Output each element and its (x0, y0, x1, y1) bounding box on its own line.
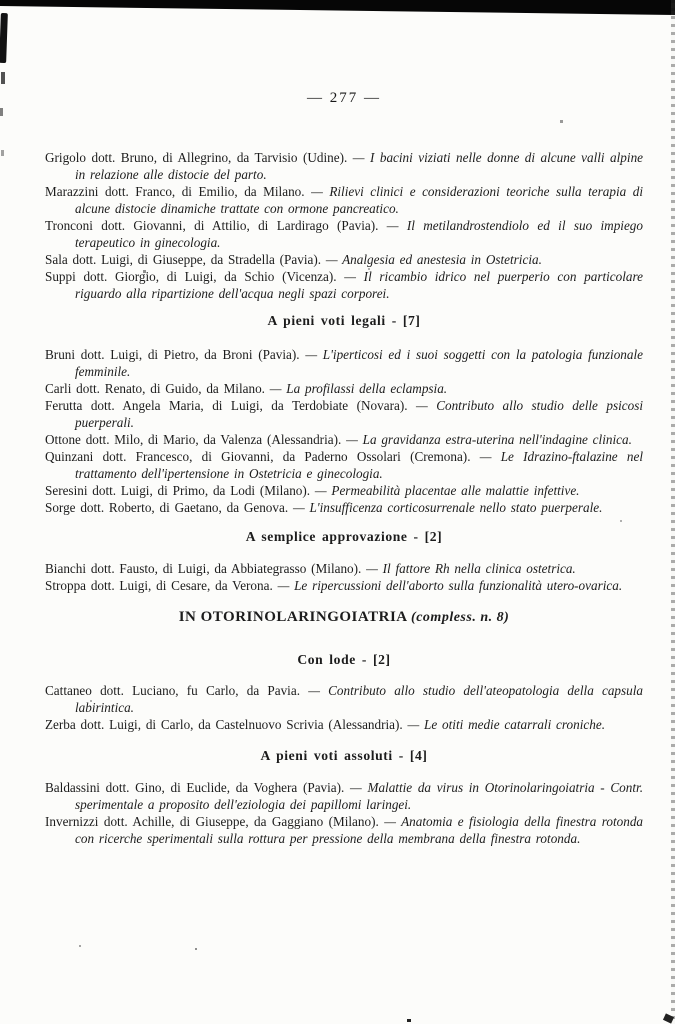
thesis-title: — Analgesia ed anestesia in Ostetricia. (325, 252, 542, 267)
candidate-name: Carli dott. Renato, di Guido, da Milano. (45, 381, 265, 396)
candidate-name: Seresini dott. Luigi, di Primo, da Lodi (Milano). (45, 483, 311, 498)
candidate-name: Sorge dott. Roberto, di Gaetano, da Genova. (45, 500, 289, 515)
thesis-entry (45, 183, 643, 217)
thesis-title: — La profilassi della eclampsia. (269, 381, 448, 396)
thesis-entry (45, 682, 643, 716)
thesis-entry (45, 448, 643, 482)
scan-artifact-speck (79, 945, 81, 947)
thesis-title: — Il fattore Rh nella clinica ostetrica. (366, 561, 576, 576)
thesis-title: — La gravidanza estra-uterina nell'indagine clinica. (346, 432, 632, 447)
thesis-title: — Anatomia e fisiologia della finestra rotonda con ricerche sperimentali sulla rottura per pressione della membrana della finestra rotonda. (75, 814, 644, 846)
thesis-title: — L'insufficenza corticosurrenale nello stato puerperale. (292, 500, 603, 515)
candidate-name: Suppi dott. Giorgio, di Luigi, da Schio (Vicenza). (45, 269, 337, 284)
thesis-entry (45, 482, 643, 499)
thesis-title: — Contributo allo studio dell'ateopatologia della capsula labirintica. (75, 683, 644, 715)
candidate-name: Bianchi dott. Fausto, di Luigi, da Abbiategrasso (Milano). (45, 561, 362, 576)
scan-artifact-speck (0, 108, 3, 116)
scan-artifact-speck (407, 1019, 411, 1022)
thesis-title: — L'iperticosi ed i suoi soggetti con la patologia funzionale femminile. (75, 347, 644, 379)
candidate-name: Marazzini dott. Franco, di Emilio, da Milano. (45, 184, 305, 199)
candidate-name: Ottone dott. Milo, di Mario, da Valenza (Alessandria). (45, 432, 342, 447)
thesis-title: — Rilievi clinici e considerazioni teoriche sulla terapia di alcune distocie dinamiche trattate con ormone pancreatico. (75, 184, 643, 216)
scan-artifact-right-edge (671, 0, 675, 1024)
candidate-name: Sala dott. Luigi, di Giuseppe, da Stradella (Pavia). (45, 252, 322, 267)
section-heading-con-lode: Con lode - [2] (297, 652, 391, 667)
section-heading-semplice-approvazione: A semplice approvazione - [2] (245, 529, 443, 544)
candidate-name: Tronconi dott. Giovanni, di Attilio, di Lardirago (Pavia). (45, 218, 379, 233)
section-con-lode (45, 652, 643, 733)
section-pieni-voti-assoluti (45, 748, 643, 847)
thesis-entry (45, 779, 643, 813)
thesis-title: — Permeabilità placentae alle malattie infettive. (314, 483, 580, 498)
candidate-name: Stroppa dott. Luigi, di Cesare, da Verona. (45, 578, 273, 593)
thesis-entry (45, 251, 643, 268)
section-heading-pieni-voti-assoluti: A pieni voti assoluti - [4] (260, 748, 428, 763)
thesis-entry (45, 346, 643, 380)
thesis-entry (45, 268, 643, 302)
degree-field-count: (compless. n. 8) (411, 610, 510, 625)
candidate-name: Bruni dott. Luigi, di Pietro, da Broni (Pavia). (45, 347, 300, 362)
scan-artifact-left-blob (0, 13, 8, 63)
candidate-name: Quinzani dott. Francesco, di Giovanni, da Paderno Ossolari (Cremona). (45, 449, 471, 464)
page-number: — 277 — (307, 90, 381, 106)
section-pieni-voti-legali (45, 313, 643, 516)
thesis-entry (45, 431, 643, 448)
candidate-name: Zerba dott. Luigi, di Carlo, da Castelnuovo Scrivia (Alessandria). (45, 717, 403, 732)
thesis-title: — Le ripercussioni dell'aborto sulla funzionalità utero-ovarica. (277, 578, 623, 593)
thesis-title: — Le Idrazino-ftalazine nel trattamento dell'ipertensione in Ostetricia e ginecologia. (75, 449, 644, 481)
thesis-entry (45, 380, 643, 397)
scan-artifact-speck (1, 72, 5, 84)
candidate-name: Grigolo dott. Bruno, di Allegrino, da Tarvisio (Udine). (45, 150, 348, 165)
page-content (45, 0, 643, 847)
section-heading-pieni-voti-legali: A pieni voti legali - [7] (267, 313, 421, 328)
candidate-name: Invernizzi dott. Achille, di Giuseppe, da Gaggiano (Milano). (45, 814, 379, 829)
thesis-title: — Contributo allo studio delle psicosi puerperali. (75, 398, 643, 430)
thesis-entry (45, 397, 643, 431)
thesis-entry (45, 149, 643, 183)
thesis-entry (45, 813, 643, 847)
degree-field-label: IN OTORINOLARINGOIATRIA (178, 609, 407, 625)
thesis-title: — Le otiti medie catarrali croniche. (407, 717, 606, 732)
candidate-name: Ferutta dott. Angela Maria, di Luigi, da Terdobiate (Novara). (45, 398, 408, 413)
section-semplice-approvazione (45, 529, 643, 594)
section-continuation (45, 149, 643, 302)
section-heading-otorinolaringoiatria (45, 609, 643, 626)
thesis-entry (45, 716, 643, 733)
thesis-title: — I bacini viziati nelle donne di alcune valli alpine in relazione alle distocie del parto. (75, 150, 644, 182)
thesis-entry (45, 560, 643, 577)
thesis-title: — Malattie da virus in Otorinolaringoiatria - Contr. sperimentale a proposito dell'eziologia dei papillomi laringei. (75, 780, 643, 812)
thesis-title: — Il metilandrostendiolo ed il suo impiego terapeutico in ginecologia. (75, 218, 643, 250)
candidate-name: Baldassini dott. Gino, di Euclide, da Voghera (Pavia). (45, 780, 345, 795)
scan-artifact-speck (195, 948, 197, 950)
thesis-entry (45, 577, 643, 594)
candidate-name: Cattaneo dott. Luciano, fu Carlo, da Pavia. (45, 683, 300, 698)
thesis-entry (45, 499, 643, 516)
thesis-title: — Il ricambio idrico nel puerperio con particolare riguardo alla ripartizione dell'acqua negli spazi corporei. (75, 269, 643, 301)
thesis-entry (45, 217, 643, 251)
scan-artifact-speck (1, 150, 4, 156)
